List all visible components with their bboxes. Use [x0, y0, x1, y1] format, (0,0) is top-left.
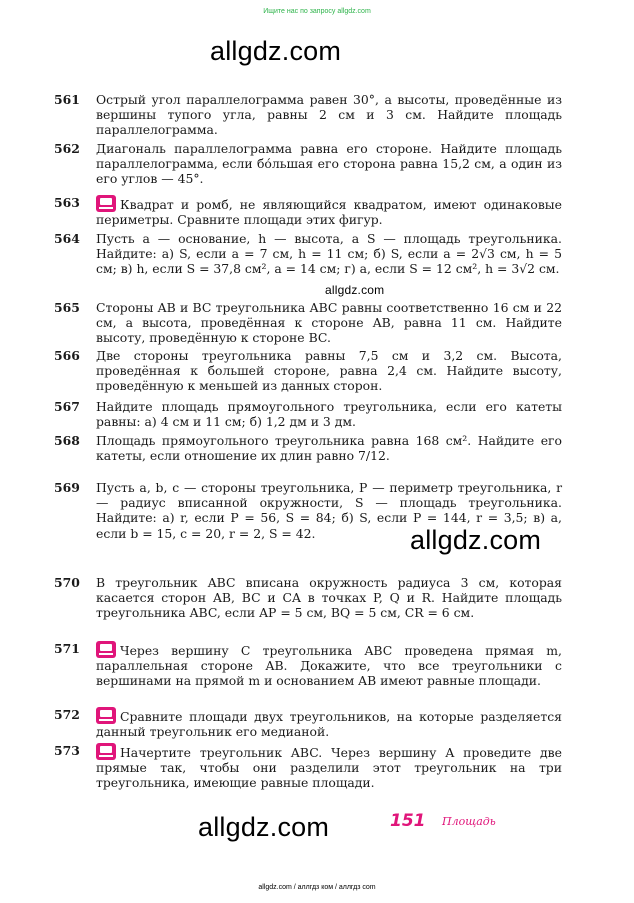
problem-text: Стороны AB и BC треугольника ABC равны соответственно 16 см и 22 см, а высота, проведённая к стороне AB, равна 11 см. Найдите высоту, проведённую к стороне BC.: [96, 300, 562, 346]
watermark-mid: allgdz.com: [410, 525, 542, 555]
problem-text: Пусть a, b, c — стороны треугольника, P — периметр треугольника, r — радиус вписанной окружности, S — площадь треугольника. Найдите: а) r, если P = 56, S = 84; б) S, если P = 144, r = 3,5; в) a, если b = 15, c = 20, r = 2, S = 42.: [96, 480, 562, 541]
problem-number: 569: [54, 480, 80, 495]
problem-text: Площадь прямоугольного треугольника равна 168 см². Найдите его катеты, если отношение их длин равно 7/12.: [96, 433, 562, 464]
problem-number: 566: [54, 348, 80, 363]
watermark-top: allgdz.com: [210, 36, 342, 66]
watermark-mid-small: allgdz.com: [325, 283, 385, 297]
computer-icon: [96, 641, 116, 658]
computer-icon: [96, 743, 116, 760]
problem-text: Пусть a — основание, h — высота, а S — площадь треугольника. Найдите: а) S, если a = 7 см, h = 11 см; б) S, если a = 2√3 см, h = 5 см; в) h, если S = 37,8 см², a = 14 см; г) a, если S = 12 см², h = 3√2 см.: [96, 231, 562, 277]
problem-text: Диагональ параллелограмма равна его стороне. Найдите площадь параллелограмма, если бо́льшая его сторона равна 15,2 см, а один из его углов — 45°.: [96, 141, 562, 187]
section-title: Площадь: [442, 815, 496, 828]
problem-number: 572: [54, 707, 80, 722]
problem-text: Через вершину C треугольника ABC проведена прямая m, параллельная стороне AB. Докажите, что все треугольники с вершинами на прямой m и основанием AB имеют равные площади.: [96, 643, 562, 689]
problem-text: Острый угол параллелограмма равен 30°, а высоты, проведённые из вершины тупого угла, равны 2 см и 3 см. Найдите площадь параллелограмма.: [96, 92, 562, 138]
problem-text: Начертите треугольник ABC. Через вершину A проведите две прямые так, чтобы они разделили этот треугольник на три треугольника, имеющие равные площади.: [96, 745, 562, 791]
top-banner: Ищите нас по запросу allgdz.com: [263, 8, 371, 15]
problem-text-wrap: [96, 707, 562, 739]
problem-number: 561: [54, 92, 80, 107]
problem-number: 570: [54, 575, 80, 590]
problem-number: 571: [54, 641, 80, 656]
problem-text-wrap: [96, 195, 562, 227]
problem-text: Две стороны треугольника равны 7,5 см и 3,2 см. Высота, проведённая к большей стороне, равна 2,4 см. Найдите высоту, проведённую к меньшей из данных сторон.: [96, 348, 562, 394]
problem-number: 563: [54, 195, 80, 210]
page-number: 151: [390, 811, 426, 831]
problem-number: 568: [54, 433, 80, 448]
problem-text: Сравните площади двух треугольников, на которые разделяется данный треугольник его медианой.: [96, 709, 562, 740]
problem-text-wrap: [96, 743, 562, 791]
watermark-bottom: allgdz.com: [198, 812, 330, 842]
problem-number: 564: [54, 231, 80, 246]
problem-text-wrap: [96, 641, 562, 689]
problem-text: Квадрат и ромб, не являющийся квадратом, имеют одинаковые периметры. Сравните площади этих фигур.: [96, 197, 562, 228]
problem-text: В треугольник ABC вписана окружность радиуса 3 см, которая касается сторон AB, BC и CA в точках P, Q и R. Найдите площадь треугольника ABC, если AP = 5 см, BQ = 5 см, CR = 6 см.: [96, 575, 562, 621]
problem-number: 573: [54, 743, 80, 758]
problem-number: 565: [54, 300, 80, 315]
problem-text: Найдите площадь прямоугольного треугольника, если его катеты равны: а) 4 см и 11 см; б) 1,2 дм и 3 дм.: [96, 399, 562, 430]
footer-links: allgdz.com / аллгдз ком / аллгдз com: [258, 884, 376, 891]
computer-icon: [96, 195, 116, 212]
problem-number: 562: [54, 141, 80, 156]
problem-number: 567: [54, 399, 80, 414]
computer-icon: [96, 707, 116, 724]
